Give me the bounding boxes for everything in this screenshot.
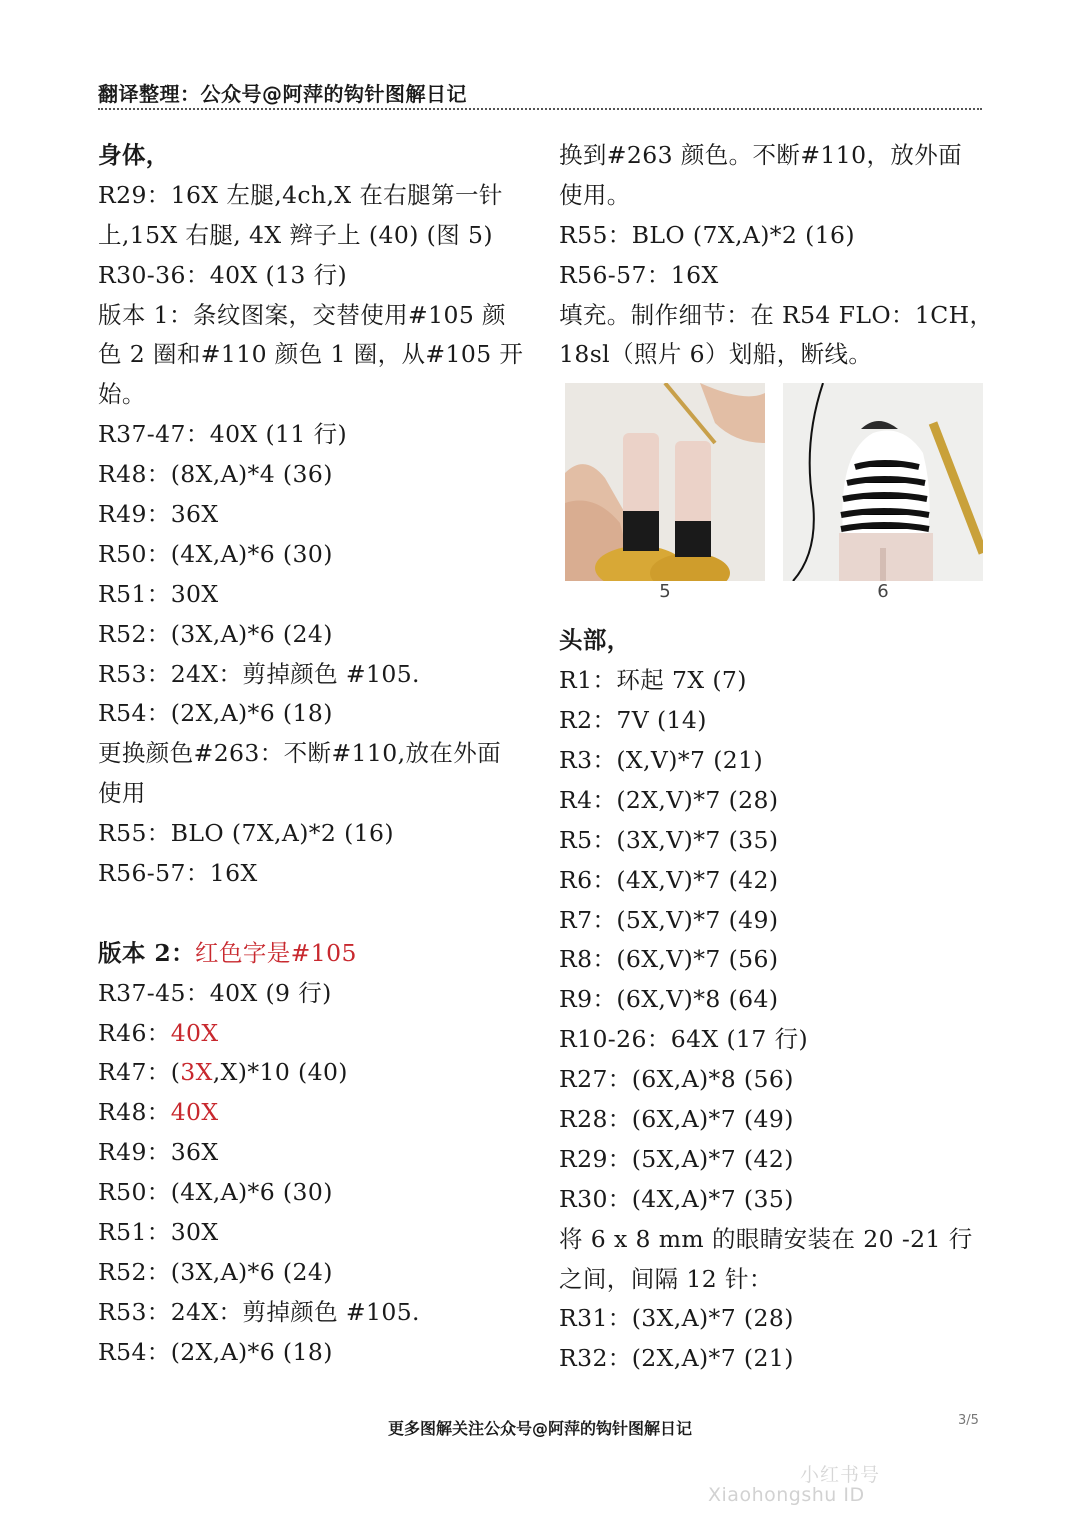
head-row-r31: R31：(3X,A)*7 (28) xyxy=(559,1304,794,1333)
row-r29-line2: 上,15X 右腿, 4X 辫子上 (40) (图 5) xyxy=(98,220,493,249)
row-r54-v2: R54：(2X,A)*6 (18) xyxy=(98,1337,333,1366)
row-r55-right: R55：BLO (7X,A)*2 (16) xyxy=(559,220,855,249)
row-r51: R51：30X xyxy=(98,579,219,608)
version2-title xyxy=(98,934,538,974)
version1-note-line3: 始。 xyxy=(98,380,146,409)
row-r46 xyxy=(98,1014,538,1054)
head-row-r29: R29：(5X,A)*7 (42) xyxy=(559,1144,794,1173)
head-row-r2: R2：7V (14) xyxy=(559,706,707,735)
photo-5-caption: 5 xyxy=(659,581,671,603)
head-row-r9: R9：(6X,V)*8 (64) xyxy=(559,985,779,1014)
row-r51-v2: R51：30X xyxy=(98,1218,219,1247)
color-change-line2: 使用 xyxy=(98,779,146,808)
head-row-r27: R27：(6X,A)*8 (56) xyxy=(559,1065,794,1094)
body-section-title: 身体， xyxy=(98,141,170,169)
photo-6-striped-body xyxy=(783,383,983,581)
head-row-r10-26: R10-26：64X (17 行) xyxy=(559,1025,809,1054)
row-r47 xyxy=(98,1053,538,1093)
row-r37-47: R37-47：40X (11 行) xyxy=(98,420,348,449)
row-r48-v2 xyxy=(98,1093,538,1133)
row-r46-red: 40X xyxy=(170,1018,219,1047)
head-row-r4: R4：(2X,V)*7 (28) xyxy=(559,785,779,814)
swap-color-line2: 使用。 xyxy=(559,180,631,209)
version1-note-line1: 版本 1：条纹图案，交替使用#105 颜 xyxy=(98,300,506,329)
watermark-line1: 小红书号 xyxy=(800,1464,881,1486)
row-r50: R50：(4X,A)*6 (30) xyxy=(98,539,333,568)
row-r47-rest: ,X)*10 (40) xyxy=(212,1058,348,1087)
row-r30-36: R30-36：40X (13 行) xyxy=(98,260,348,289)
head-row-r28: R28：(6X,A)*7 (49) xyxy=(559,1105,794,1134)
row-r49: R49：36X xyxy=(98,500,219,529)
head-row-r32: R32：(2X,A)*7 (21) xyxy=(559,1344,794,1373)
photo-strip xyxy=(559,375,989,621)
row-r47-red: 3X xyxy=(180,1058,213,1087)
row-r48-v2-label: R48： xyxy=(98,1098,171,1127)
row-r55: R55：BLO (7X,A)*2 (16) xyxy=(98,819,394,848)
version2-red-note: 红色字是#105 xyxy=(195,938,357,967)
row-r47-label: R47：( xyxy=(98,1058,181,1087)
row-r49-v2: R49：36X xyxy=(98,1138,219,1167)
row-r53-v2: R53：24X：剪掉颜色 #105. xyxy=(98,1297,420,1326)
right-column xyxy=(559,136,994,1379)
head-row-r6: R6：(4X,V)*7 (42) xyxy=(559,865,779,894)
row-r29-line1: R29：16X 左腿,4ch,X 在右腿第一针 xyxy=(98,180,503,209)
head-row-r1: R1：环起 7X (7) xyxy=(559,666,747,695)
page-footer: 更多图解关注公众号@阿萍的钩针图解日记 xyxy=(387,1419,692,1438)
row-r53: R53：24X：剪掉颜色 #105. xyxy=(98,659,420,688)
row-r48-v2-red: 40X xyxy=(170,1098,219,1127)
row-r52-v2: R52：(3X,A)*6 (24) xyxy=(98,1257,333,1286)
version1-note-line2: 色 2 圈和#110 颜色 1 圈，从#105 开 xyxy=(98,340,524,369)
row-r56-57: R56-57：16X xyxy=(98,859,258,888)
head-row-r30: R30：(4X,A)*7 (35) xyxy=(559,1184,794,1213)
color-change-line1: 更换颜色#263：不断#110,放在外面 xyxy=(98,739,502,768)
fill-note-line1: 填充。制作细节：在 R54 FLO：1CH， xyxy=(559,300,994,329)
head-row-r3: R3：(X,V)*7 (21) xyxy=(559,746,764,775)
row-r37-45: R37-45：40X (9 行) xyxy=(98,978,332,1007)
head-section-title: 头部， xyxy=(559,626,631,655)
row-r52: R52：(3X,A)*6 (24) xyxy=(98,619,333,648)
photo-5-legs xyxy=(565,383,765,581)
head-row-r8: R8：(6X,V)*7 (56) xyxy=(559,945,779,974)
head-row-r7: R7：(5X,V)*7 (49) xyxy=(559,905,779,934)
row-r54: R54：(2X,A)*6 (18) xyxy=(98,699,333,728)
eyes-note-line1: 将 6 x 8 mm 的眼睛安装在 20 -21 行 xyxy=(559,1224,973,1253)
spacer xyxy=(98,894,538,934)
version2-label: 版本 2： xyxy=(98,938,196,967)
head-row-r5: R5：(3X,V)*7 (35) xyxy=(559,825,779,854)
fill-note-line2: 18sl（照片 6）划船，断线。 xyxy=(559,340,873,369)
header-divider xyxy=(98,108,982,110)
row-r56-57-right: R56-57：16X xyxy=(559,260,719,289)
eyes-note-line2: 之间，间隔 12 针： xyxy=(559,1264,773,1293)
swap-color-line1: 换到#263 颜色。不断#110，放外面 xyxy=(559,141,963,169)
row-r46-label: R46： xyxy=(98,1018,171,1047)
left-column xyxy=(98,136,538,1373)
row-r48: R48：(8X,A)*4 (36) xyxy=(98,460,333,489)
photo-6-caption: 6 xyxy=(877,581,889,603)
row-r50-v2: R50：(4X,A)*6 (30) xyxy=(98,1178,333,1207)
page-number: 3/5 xyxy=(958,1413,979,1428)
watermark-line2: Xiaohongshu ID xyxy=(708,1484,865,1506)
page-header: 翻译整理：公众号@阿萍的钩针图解日记 xyxy=(98,82,467,106)
